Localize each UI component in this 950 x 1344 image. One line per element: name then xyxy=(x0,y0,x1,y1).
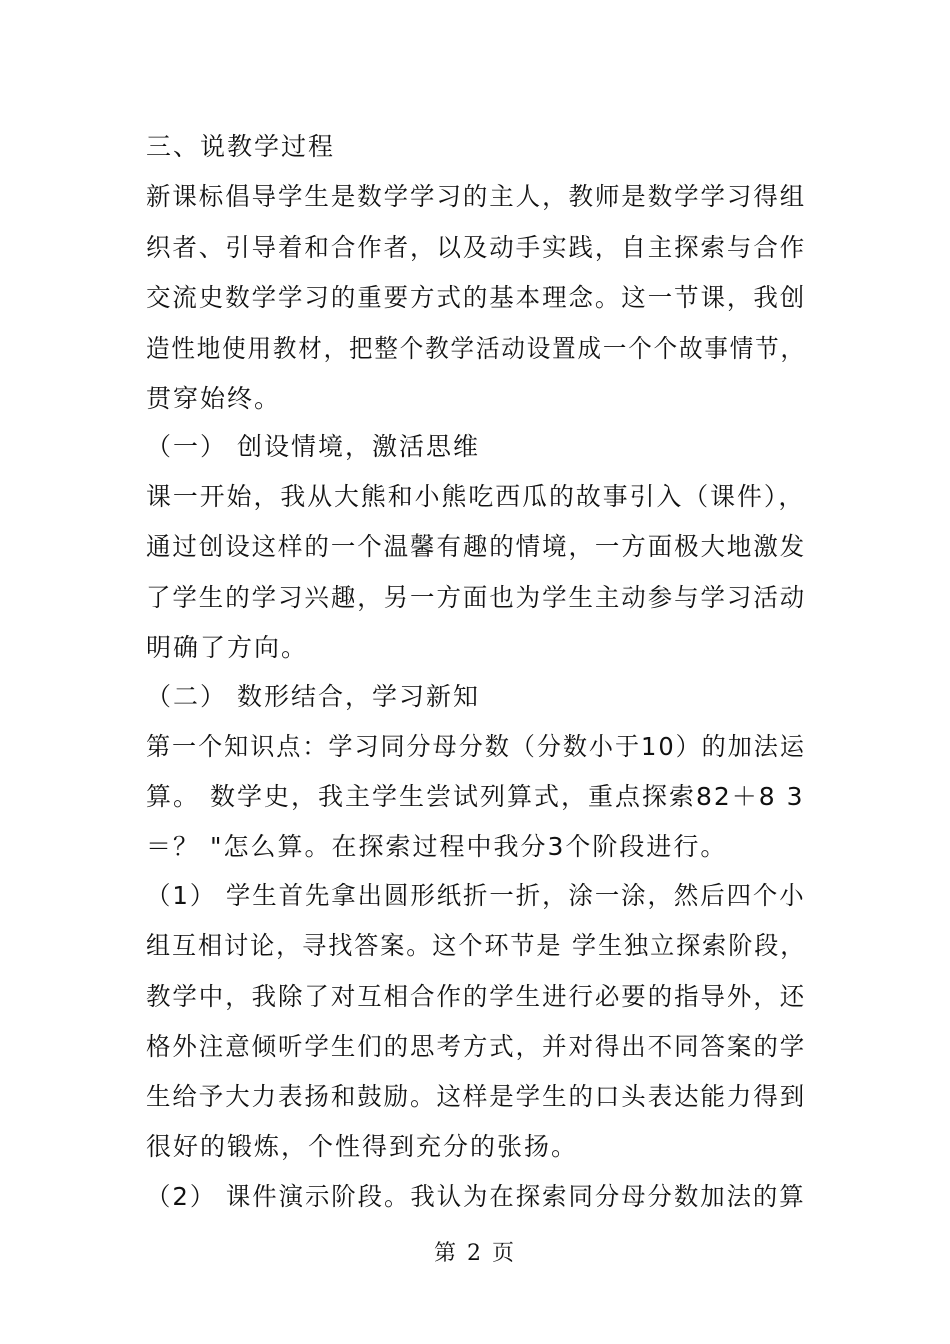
body-text-line: 明确了方向。 xyxy=(146,633,309,662)
body-text-line: （1） 学生首先拿出圆形纸折一折，涂一涂，然后四个小 xyxy=(146,881,806,910)
body-text-line: 新课标倡导学生是数学学习的主人，教师是数学学习得组 xyxy=(146,182,807,211)
body-text-line: 织者、引导着和合作者，以及动手实践，自主探索与合作 xyxy=(146,233,807,262)
body-text-line: 课一开始，我从大熊和小熊吃西瓜的故事引入（课件）， xyxy=(146,482,806,511)
body-text-line: （2） 课件演示阶段。我认为在探索同分母分数加法的算 xyxy=(146,1182,806,1211)
body-text-line: 算。 数学史，我主学生尝试列算式，重点探索82＋8 3 xyxy=(146,782,805,811)
body-text-line: 贯穿始终。 xyxy=(146,384,282,413)
body-text-line: 交流史数学学习的重要方式的基本理念。这一节课，我创 xyxy=(146,283,807,312)
body-text-line: 组互相讨论，寻找答案。这个环节是 学生独立探索阶段， xyxy=(146,931,807,960)
body-text-line: 了学生的学习兴趣，另一方面也为学生主动参与学习活动 xyxy=(146,583,807,612)
body-text-line: 通过创设这样的一个温馨有趣的情境，一方面极大地激发 xyxy=(146,532,807,561)
subsection-heading: （一） 创设情境，激活思维 xyxy=(146,432,480,461)
body-text-line: 生给予大力表扬和鼓励。这样是学生的口头表达能力得到 xyxy=(146,1082,807,1111)
body-text-line: 造性地使用教材，把整个教学活动设置成一个个故事情节， xyxy=(146,334,806,363)
body-text-line: 教学中，我除了对互相合作的学生进行必要的指导外，还 xyxy=(146,982,807,1011)
subsection-heading: （二） 数形结合，学习新知 xyxy=(146,682,480,711)
body-text-line: 第一个知识点：学习同分母分数（分数小于10）的加法运 xyxy=(146,732,806,761)
page-number-footer: 第 2 页 xyxy=(434,1241,516,1266)
body-text-line: 格外注意倾听学生们的思考方式，并对得出不同答案的学 xyxy=(146,1032,807,1061)
body-text-line: ＝？ "怎么算。在探索过程中我分3个阶段进行。 xyxy=(146,832,728,861)
section-heading: 三、说教学过程 xyxy=(146,132,336,161)
body-text-line: 很好的锻炼，个性得到充分的张扬。 xyxy=(146,1132,579,1161)
